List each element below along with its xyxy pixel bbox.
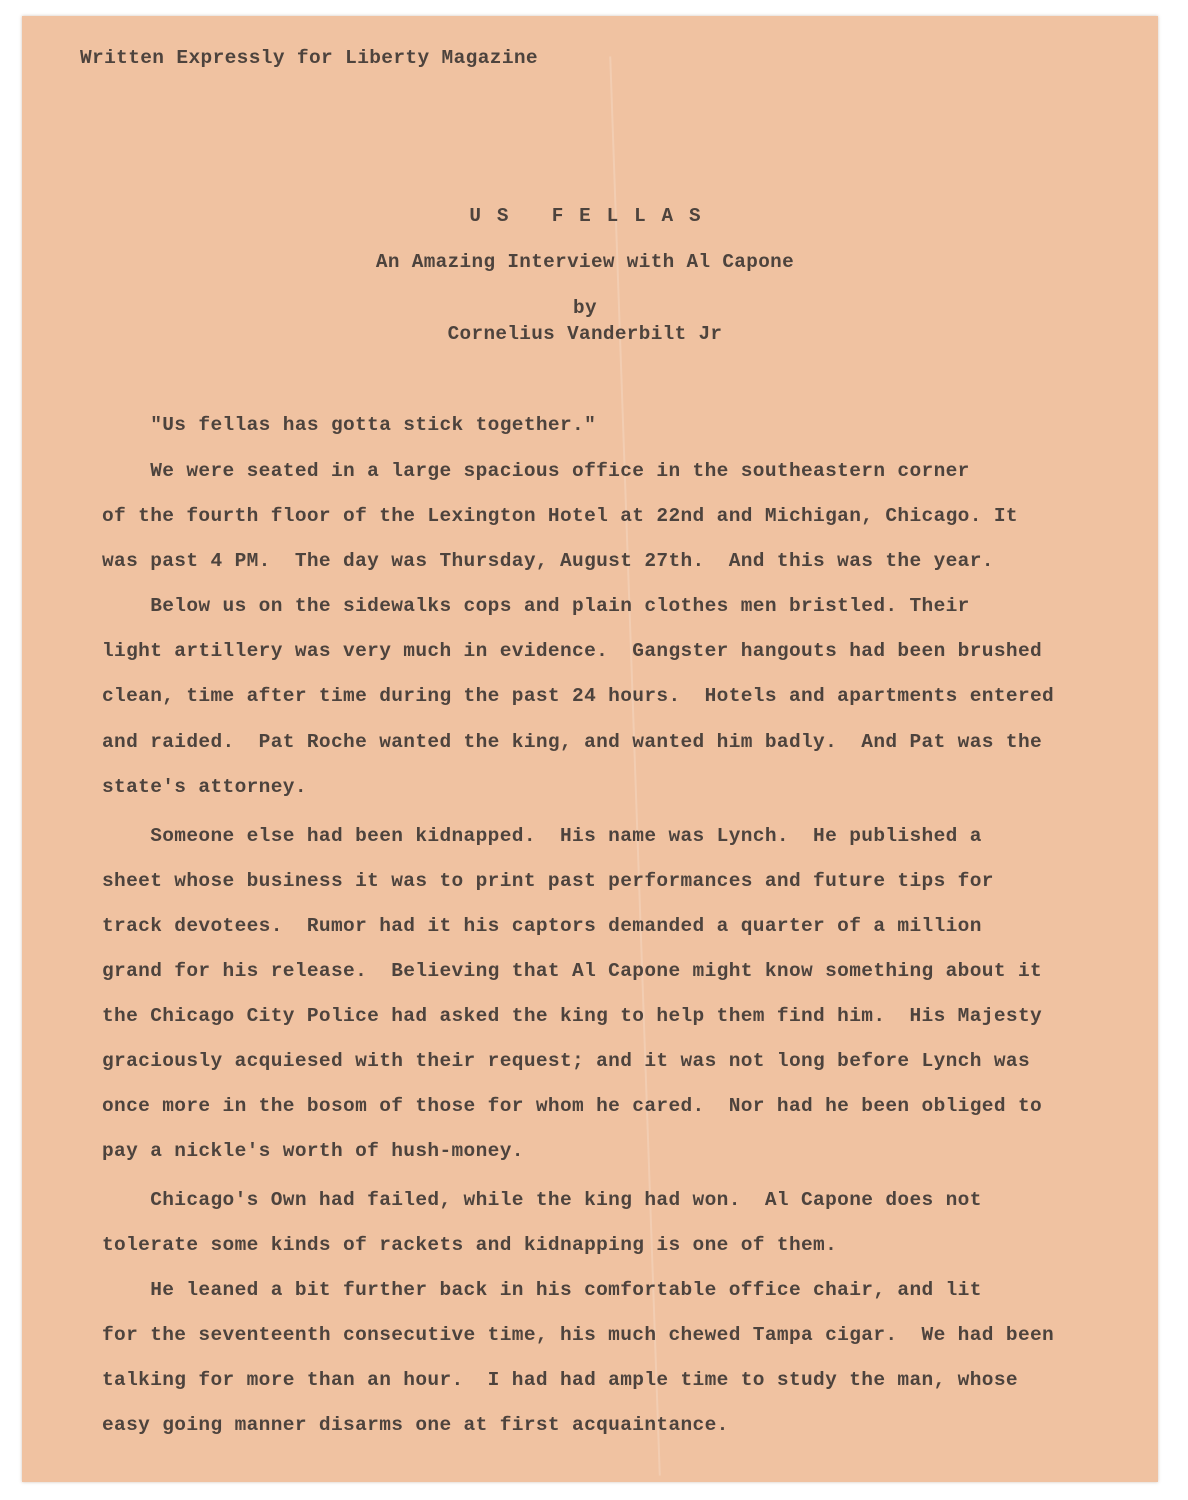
body-line: "Us fellas has gotta stick together." (102, 414, 597, 436)
body-line: grand for his release. Believing that Al Capone might know something about it (102, 960, 1043, 982)
body-line: He leaned a bit further back in his comfortable office chair, and lit (102, 1279, 982, 1301)
byline: by (573, 297, 597, 319)
body-line: Someone else had been kidnapped. His name was Lynch. He published a (102, 825, 982, 847)
header-note: Written Expressly for Liberty Magazine (80, 47, 538, 69)
typed-page (22, 16, 1158, 1482)
article-subtitle: An Amazing Interview with Al Capone (375, 251, 795, 273)
body-line: of the fourth floor of the Lexington Hotel at 22nd and Michigan, Chicago. It (102, 505, 1018, 527)
article-title: US FELLAS (469, 205, 717, 227)
body-line: was past 4 PM. The day was Thursday, August 27th. And this was the year. (102, 550, 994, 572)
body-line: easy going manner disarms one at first acquaintance. (102, 1414, 729, 1436)
body-line: for the seventeenth consecutive time, his much chewed Tampa cigar. We had been (102, 1324, 1055, 1346)
body-line: once more in the bosom of those for whom he cared. Nor had he been obliged to (102, 1095, 1043, 1117)
body-line: and raided. Pat Roche wanted the king, and wanted him badly. And Pat was the (102, 731, 1043, 753)
body-line: Below us on the sidewalks cops and plain clothes men bristled. Their (102, 595, 970, 617)
body-line: pay a nickle's worth of hush-money. (102, 1140, 524, 1162)
body-line: state's attorney. (102, 776, 307, 798)
body-line: sheet whose business it was to print past performances and future tips for (102, 870, 994, 892)
body-line: We were seated in a large spacious office in the southeastern corner (102, 460, 970, 482)
body-line: clean, time after time during the past 24 hours. Hotels and apartments entered (102, 685, 1055, 707)
body-line: Chicago's Own had failed, while the king had won. Al Capone does not (102, 1189, 982, 1211)
body-line: the Chicago City Police had asked the king to help them find him. His Majesty (102, 1005, 1043, 1027)
body-line: track devotees. Rumor had it his captors demanded a quarter of a million (102, 915, 982, 937)
body-line: graciously acquiesed with their request; and it was not long before Lynch was (102, 1050, 1030, 1072)
body-line: talking for more than an hour. I had had ample time to study the man, whose (102, 1369, 1018, 1391)
body-line: tolerate some kinds of rackets and kidnapping is one of them. (102, 1234, 838, 1256)
author-name: Cornelius Vanderbilt Jr (447, 323, 723, 345)
body-line: light artillery was very much in evidence. Gangster hangouts had been brushed (102, 640, 1043, 662)
